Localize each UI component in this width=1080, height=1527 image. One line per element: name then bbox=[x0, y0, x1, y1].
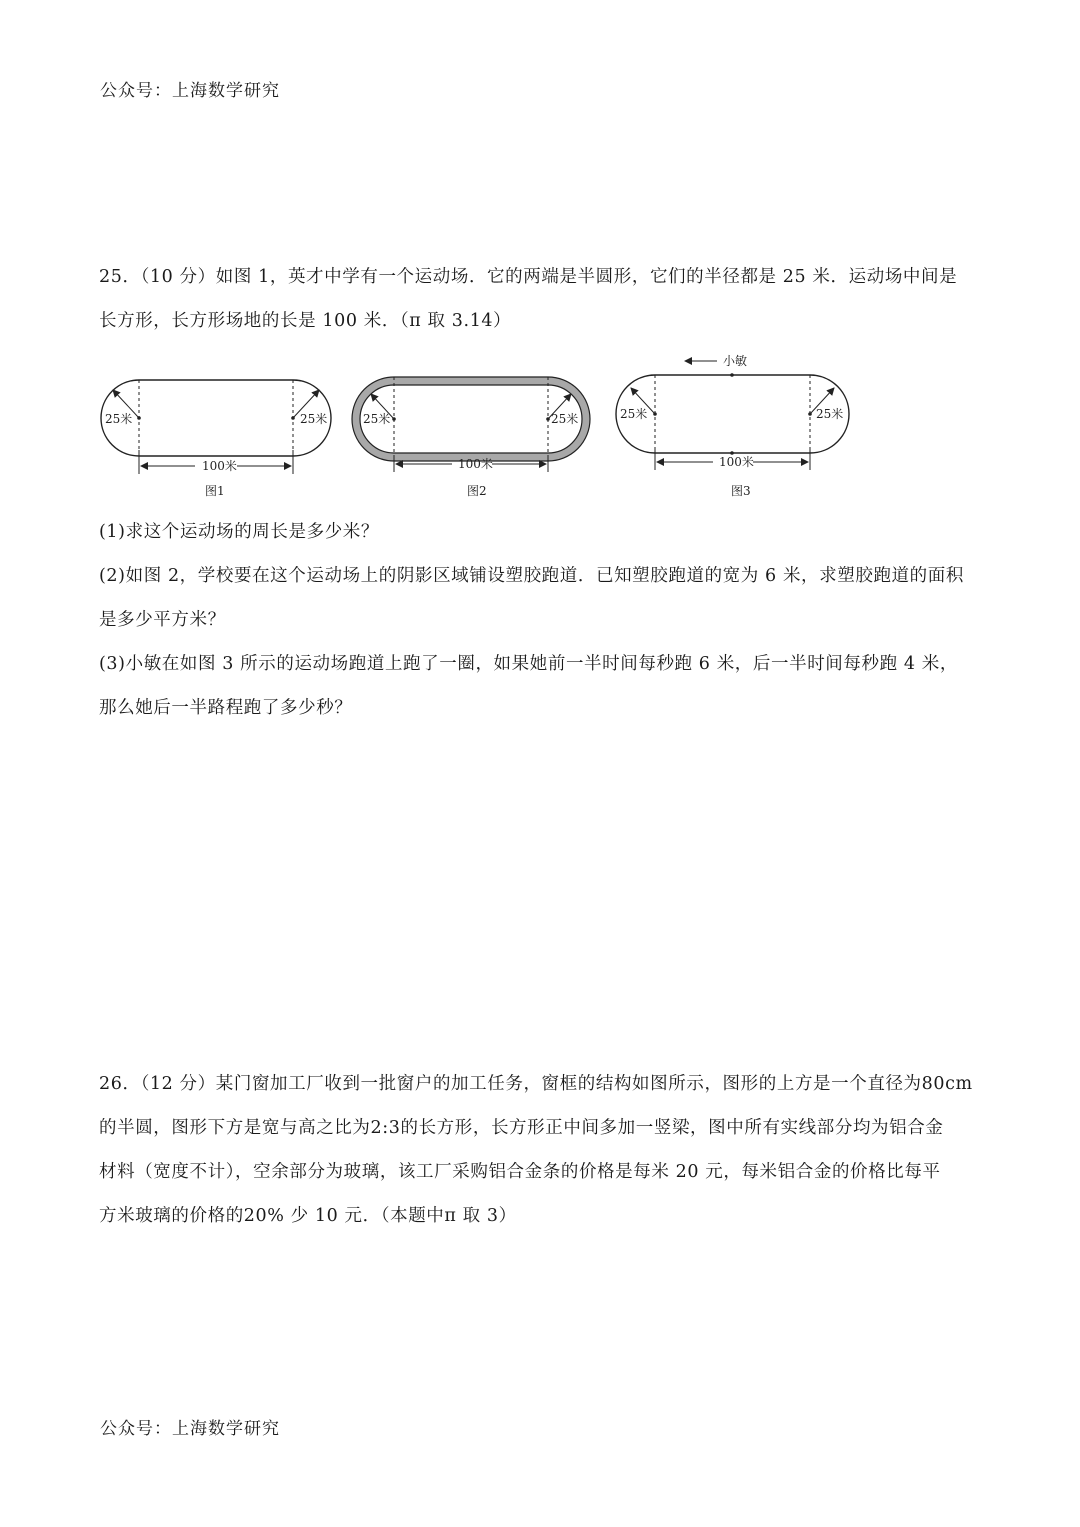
fig2-caption: 图2 bbox=[467, 484, 487, 498]
q25-sub2-line1: (2)如图 2，学校要在这个运动场上的阴影区域铺设塑胶跑道．已知塑胶跑道的宽为 6 米，求塑胶跑道的面积 bbox=[99, 566, 964, 586]
fig2-radius-left: 25米 bbox=[363, 412, 391, 426]
figures-row bbox=[95, 350, 855, 510]
q25-intro-line2: 长方形，长方形场地的长是 100 米．（π 取 3.14） bbox=[99, 311, 512, 331]
fig3-radius-right: 25米 bbox=[816, 407, 844, 421]
q25-sub3-line2: 那么她后一半路程跑了多少秒？ bbox=[99, 698, 353, 718]
q25-sub3-line1: (3)小敏在如图 3 所示的运动场跑道上跑了一圈，如果她前一半时间每秒跑 6 米，后一半时间每秒跑 4 米， bbox=[99, 654, 958, 674]
q26-line3: 材料（宽度不计），空余部分为玻璃，该工厂采购铝合金条的价格是每米 20 元，每米铝合金的价格比每平 bbox=[99, 1162, 941, 1182]
q25-intro-line1: 25．（10 分）如图 1，英才中学有一个运动场．它的两端是半圆形，它们的半径都是 25 米．运动场中间是 bbox=[99, 267, 958, 287]
fig3-radius-left: 25米 bbox=[620, 407, 648, 421]
q26-line2: 的半圆，图形下方是宽与高之比为2:3的长方形，长方形正中间多加一竖梁，图中所有实线部分均为铝合金 bbox=[99, 1118, 944, 1138]
figure-3 bbox=[616, 354, 849, 498]
figure-2 bbox=[352, 377, 590, 498]
fig1-radius-left: 25米 bbox=[105, 412, 133, 426]
q26-line1: 26．（12 分）某门窗加工厂收到一批窗户的加工任务，窗框的结构如图所示，图形的上方是一个直径为80cm bbox=[99, 1074, 973, 1094]
question-26 bbox=[99, 1062, 999, 1238]
fig2-radius-right: 25米 bbox=[551, 412, 579, 426]
fig1-length: 100米 bbox=[202, 459, 237, 473]
q26-line4: 方米玻璃的价格的20% 少 10 元．（本题中π 取 3） bbox=[99, 1206, 517, 1226]
fig3-runner-label: 小敏 bbox=[723, 354, 748, 368]
fig3-length: 100米 bbox=[719, 455, 754, 469]
fig1-caption: 图1 bbox=[205, 484, 225, 498]
page-footer: 公众号：上海数学研究 bbox=[100, 1419, 280, 1439]
fig1-radius-right: 25米 bbox=[300, 412, 328, 426]
fig3-caption: 图3 bbox=[731, 484, 751, 498]
question-25 bbox=[99, 255, 999, 343]
q25-sub2-line2: 是多少平方米？ bbox=[99, 610, 226, 630]
figure-1 bbox=[101, 380, 331, 498]
q25-sub1: (1)求这个运动场的周长是多少米？ bbox=[99, 522, 379, 542]
fig2-length: 100米 bbox=[458, 457, 493, 471]
page-header: 公众号：上海数学研究 bbox=[100, 81, 280, 101]
q25-subquestions bbox=[99, 510, 999, 730]
